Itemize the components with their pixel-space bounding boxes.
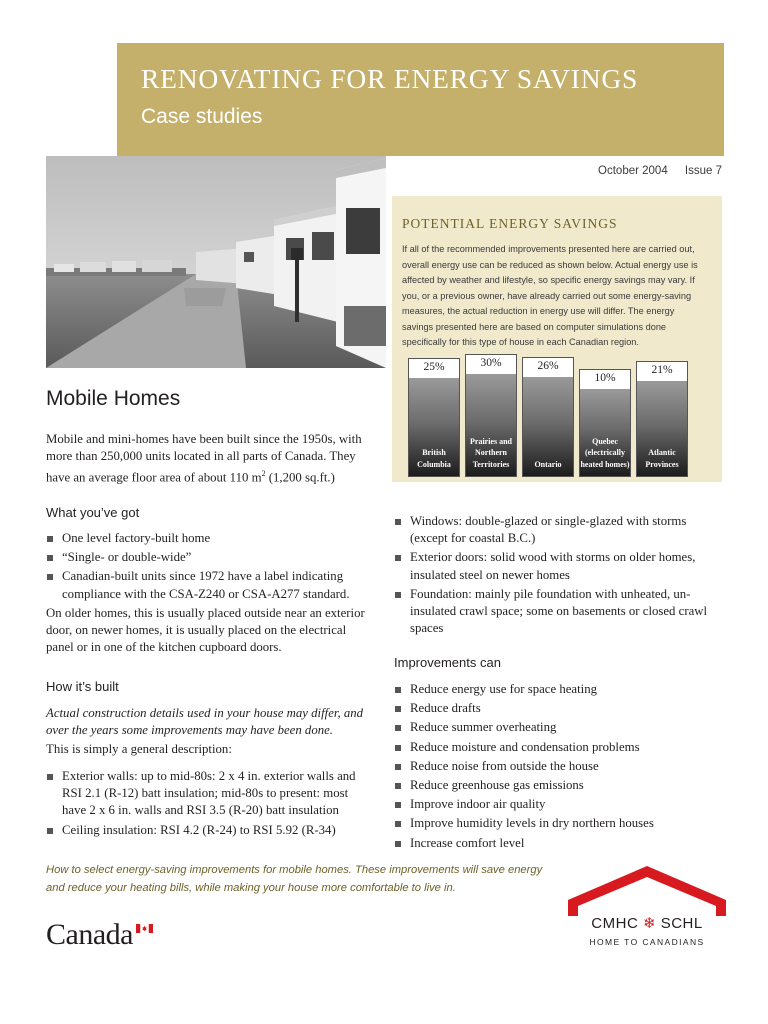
bullet-square-icon xyxy=(395,725,401,731)
bar-category-label: Prairies and Northern Territories xyxy=(470,436,512,469)
closing-summary: How to select energy-saving improvements for mobile homes. These improvements will save energy and reduce your heating bills, while making your house more comfortable to live in. xyxy=(46,864,543,894)
intro-tail: (1,200 sq.ft.) xyxy=(265,470,335,485)
energy-savings-panel xyxy=(392,196,722,482)
heading-how-built: How it’s built xyxy=(46,679,119,694)
chart-bar xyxy=(465,354,517,477)
heading-improvements: Improvements can xyxy=(394,655,501,670)
label-note: On older homes, this is usually placed outside near an exterior door, on newer homes, it is usually placed on the electrical panel or in one of the kitchen cupboard doors. xyxy=(46,606,365,655)
list-item: Improve indoor air quality xyxy=(394,796,724,813)
bar-value-label: 10% xyxy=(594,372,616,384)
canada-flag-icon xyxy=(136,924,153,933)
bullet-square-icon xyxy=(395,745,401,751)
construction-disclaimer: Actual construction details used in your house may differ, and over the years some improvements may have been done. xyxy=(46,706,364,738)
bullet-square-icon xyxy=(395,687,401,693)
savings-bar-chart xyxy=(408,354,712,477)
bullet-square-icon xyxy=(47,555,53,561)
intro-superscript: 2 xyxy=(261,469,266,479)
bar-value-label: 30% xyxy=(480,357,502,369)
section-title: Mobile Homes xyxy=(46,387,181,410)
list-item: Exterior doors: solid wood with storms on older homes, insulated steel on newer homes xyxy=(394,549,724,583)
list-item: Ceiling insulation: RSI 4.2 (R-24) to RSI 5.92 (R-34) xyxy=(46,822,374,839)
issue-date: October 2004 xyxy=(598,165,668,177)
bullet-square-icon xyxy=(395,783,401,789)
what-youve-got-list xyxy=(46,530,378,605)
general-description: This is simply a general description: xyxy=(46,742,232,756)
chart-bar xyxy=(636,361,688,477)
bullet-square-icon xyxy=(47,774,53,780)
list-item: Increase comfort level xyxy=(394,835,724,852)
canada-wordmark: Canada xyxy=(46,918,133,951)
cmhc-tagline: HOME TO CANADIANS xyxy=(589,937,705,947)
bar-value-label: 26% xyxy=(537,360,559,372)
bullet-square-icon xyxy=(395,519,401,525)
bullet-square-icon xyxy=(395,706,401,712)
page-subtitle: Case studies xyxy=(141,105,263,128)
savings-title: POTENTIAL ENERGY SAVINGS xyxy=(402,216,618,231)
bullet-square-icon xyxy=(395,592,401,598)
list-item: Reduce energy use for space heating xyxy=(394,681,724,698)
list-item: Canadian-built units since 1972 have a label indicating compliance with the CSA-Z240 or CSA-A277 standard. xyxy=(46,568,378,602)
bullet-square-icon xyxy=(47,828,53,834)
cmhc-logo xyxy=(568,866,726,952)
bar-category-label: Ontario xyxy=(534,459,562,469)
bar-value-label: 25% xyxy=(423,360,445,373)
list-item: Foundation: mainly pile foundation with unheated, un-insulated crawl space; some on basements or closed crawl spaces xyxy=(394,586,724,638)
list-item: Improve humidity levels in dry northern houses xyxy=(394,815,724,832)
list-item: One level factory-built home xyxy=(46,530,378,547)
list-item: Reduce moisture and condensation problems xyxy=(394,739,724,756)
intro-main: Mobile and mini-homes have been built since the 1950s, with more than 250,000 units located in all parts of Canada. They have an average floor area of about 110 m xyxy=(46,432,362,485)
list-item: “Single- or double-wide” xyxy=(46,549,378,566)
bullet-square-icon xyxy=(47,574,53,580)
cmhc-schl-wordmark: CMHC ❄ SCHL xyxy=(591,915,703,932)
heading-what-youve-got: What you’ve got xyxy=(46,505,140,520)
bullet-square-icon xyxy=(47,536,53,542)
intro-paragraph xyxy=(46,431,378,487)
issue-info xyxy=(598,165,722,177)
header-band xyxy=(117,43,724,156)
list-item: Reduce drafts xyxy=(394,700,724,717)
bullet-square-icon xyxy=(395,764,401,770)
list-item: Exterior walls: up to mid-80s: 2 x 4 in. exterior walls and RSI 2.1 (R-12) batt insulation; mid-80s to present: most have 2 x 6 in. walls and RSI 3.5 (R-20) batt insulation xyxy=(46,768,374,820)
bullet-square-icon xyxy=(395,821,401,827)
list-item: Reduce summer overheating xyxy=(394,719,724,736)
list-item: Reduce noise from outside the house xyxy=(394,758,724,775)
bar-category-label: Quebec (electrically heated homes) xyxy=(580,436,630,469)
bullet-square-icon xyxy=(395,841,401,847)
page-title: RENOVATING FOR ENERGY SAVINGS xyxy=(141,63,639,94)
bar-category-label: Atlantic Provinces xyxy=(645,448,679,469)
photo-mobile-homes-row xyxy=(46,156,386,368)
bar-value-label: 21% xyxy=(651,363,673,376)
chart-bar xyxy=(579,369,631,477)
bullet-square-icon xyxy=(395,802,401,808)
improvements-list xyxy=(394,681,724,854)
bar-category-label: British Columbia xyxy=(417,448,451,469)
chart-bar xyxy=(522,357,574,477)
list-item: Windows: double-glazed or single-glazed with storms (except for coastal B.C.) xyxy=(394,513,724,547)
chart-bar xyxy=(408,358,460,477)
savings-description: If all of the recommended improvements presented here are carried out, overall energy use can be reduced as shown below. Actual energy use is affected by weather and lifestyle, so specific energy savings may vary. If you, or a previous owner, have already carried out some energy-saving measures, the actual reduction in energy use will differ. The energy savings presented here are based on computer simulations done specifically for this type of house in each Canadian region. xyxy=(402,244,698,347)
bullet-square-icon xyxy=(395,555,401,561)
maple-leaf-icon: ❄ xyxy=(642,915,657,932)
list-item: Reduce greenhouse gas emissions xyxy=(394,777,724,794)
how-built-list xyxy=(46,768,374,841)
issue-number: Issue 7 xyxy=(684,165,722,177)
house-features-list xyxy=(394,513,724,639)
house-roof-icon xyxy=(568,866,726,916)
